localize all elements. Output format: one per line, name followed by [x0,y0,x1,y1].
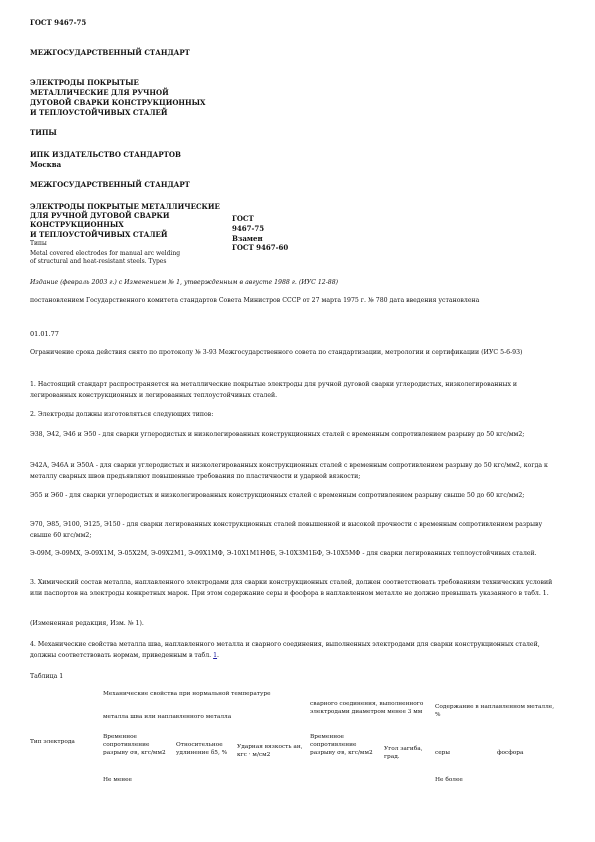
col-elongation: Относительное удлинение δ5, % [176,742,228,757]
introduction-date: 01.01.77 [30,330,59,338]
col-joint-tensile-strength: Временное сопротивление разрыву σв, кгс/мм2 [310,734,373,757]
clause-4-text: 4. Механические свойства металла шва, наплавленного металла и сварного соединения, выполненных электродами для сварки конструкционных сталей, должны соответствовать нормам, приведенным в табл. [30,641,540,659]
row-not-less: Не менее [103,777,132,783]
types-heading: ТИПЫ [30,128,57,137]
limit-paragraph: Ограничение срока действия снято по протоколу № 3-93 Межгосударственного совета по стандартизации, метрологии и сертификации (ИУС 5-6-93) [30,349,523,356]
clause-4-end: . [217,651,220,659]
block-title-line: ДЛЯ РУЧНОЙ ДУГОВОЙ СВАРКИ [30,211,170,220]
interstate-standard-heading: МЕЖГОСУДАРСТВЕННЫЙ СТАНДАРТ [30,48,190,57]
col-electrode-type: Тип электрода [30,739,75,745]
clause-2-types-55-60: Э55 и Э60 - для сварки углеродистых и низколегированных конструкционных сталей с временным сопротивлением разрыву свыше 50 до 60 кгс/мм2; [30,492,525,499]
publisher-city: Москва [30,160,62,169]
clause-3: 3. Химический состав металла, наплавленного электродами для сварки конструкционных сталей, должен соответствовать требованиям технических условий или паспортов на электроды конкретных марок. При этом содержание серы и фосфора в наплавленном металле не должно превышать указанного в табл. 1. [30,579,553,597]
clause-2-types-carbon: Э38, Э42, Э46 и Э50 - для сварки углеродистых и низколегированных конструкционных сталей с временным сопротивлением разрыву до 50 кгс/мм2; [30,431,525,438]
clause-2: 2. Электроды должны изготовляться следующих типов: [30,411,214,418]
header-deposit-content: Содержание в наплавленном металле, % [435,704,555,719]
publisher: ИПК ИЗДАТЕЛЬСТВО СТАНДАРТОВ [30,150,181,159]
main-title-line: МЕТАЛЛИЧЕСКИЕ ДЛЯ РУЧНОЙ [30,88,169,97]
block-title-line: И ТЕПЛОУСТОЙЧИВЫХ СТАЛЕЙ [30,230,168,239]
col-bend-angle: Угол загиба, град. [384,746,423,761]
main-title-line: ЭЛЕКТРОДЫ ПОКРЫТЫЕ [30,78,139,87]
col-phosphorus: фосфора [497,750,524,756]
header-mech-props: Механические свойства при нормальной температуре [103,691,271,697]
clause-2-types-heat-resistant: Э-09М, Э-09МХ, Э-09Х1М, Э-05Х2М, Э-09Х2М1, Э-09Х1МФ, Э-10Х1М1НФБ, Э-10Х3М1БФ, Э-10Х5МФ - для сварки легированных теплоустойчивых сталей. [30,550,537,557]
clause-4 [30,640,560,661]
doc-number: ГОСТ 9467-75 [30,18,87,27]
clause-1: 1. Настоящий стандарт распространяется на металлические покрытые электроды для ручной дуговой сварки углеродистых, низколегированных и легированных конструкционных и легированных теплоустойчивых сталей. [30,381,518,399]
english-title-line: Metal covered electrodes for manual arc welding [30,250,181,257]
gost-code-number: 9467-75 [232,224,265,233]
col-impact-strength: Ударная вязкость ан, кгс · м/см2 [237,744,303,759]
replaced-gost: ГОСТ 9467-60 [232,243,289,252]
decree-paragraph: постановлением Государственного комитета стандартов Совета Министров СССР от 27 марта 1975 г. № 780 дата введения установлена [30,297,480,304]
amendment-note: (Измененная редакция, Изм. № 1). [30,620,144,627]
replaces-label: Взамен [232,234,263,243]
header-welded-joint: сварного соединения, выполненного электродами диаметром менее 3 мм [310,701,424,716]
header-weld-metal: металла шва или наплавленного металла [103,714,232,720]
clause-2-types-carbon-a: Э42А, Э46А и Э50А - для сварки углеродистых и низколегированных конструкционных сталей с временным сопротивлением разрыву до 50 кгс/мм2, когда к металлу сварных швов предъявляют повышенные требования по пластичности и ударной вязкости; [30,462,548,480]
col-tensile-strength: Временное сопротивление разрыву σв, кгс/мм2 [103,734,166,757]
main-title-line: ДУГОВОЙ СВАРКИ КОНСТРУКЦИОННЫХ [30,98,206,107]
clause-2-types-alloy: Э70, Э85, Э100, Э125, Э150 - для сварки легированных конструкционных сталей повышенной и высокой прочности с временным сопротивлением разрыву свыше 60 кгс/мм2; [30,521,543,539]
block-title-line: ЭЛЕКТРОДЫ ПОКРЫТЫЕ МЕТАЛЛИЧЕСКИЕ [30,202,220,211]
edition-note: Издание (февраль 2003 г.) с Изменением № 1, утвержденным в августе 1988 г. (ИУС 12-88) [30,279,339,286]
gost-code-label: ГОСТ [232,214,254,223]
col-sulfur: серы [435,750,451,756]
english-title-line: of structural and heat-resistant steels. Types [30,258,167,265]
table-1-link[interactable]: 1 [213,651,218,659]
block-types: Типы [30,240,47,247]
interstate-standard-heading-2: МЕЖГОСУДАРСТВЕННЫЙ СТАНДАРТ [30,180,190,189]
table-caption: Таблица 1 [30,673,64,680]
main-title-line: И ТЕПЛОУСТОЙЧИВЫХ СТАЛЕЙ [30,108,168,117]
row-not-more: Не более [435,777,463,783]
block-title-line: КОНСТРУКЦИОННЫХ [30,220,124,229]
